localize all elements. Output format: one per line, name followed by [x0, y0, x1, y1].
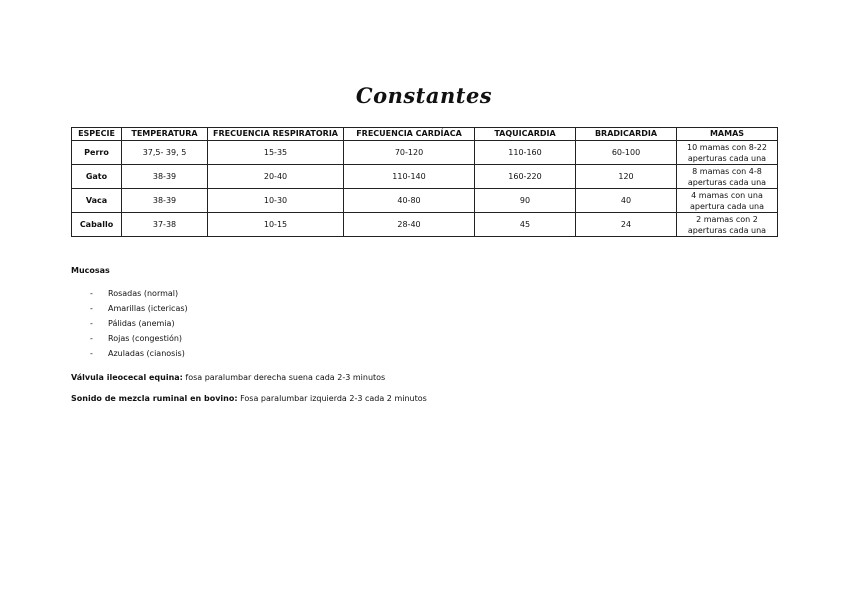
- dash-bullet: -: [90, 289, 93, 298]
- cell-heart-rate: 28-40: [344, 213, 475, 237]
- cell-heart-rate: 70-120: [344, 141, 475, 165]
- cell-mamas: 8 mamas con 4-8 aperturas cada una: [677, 165, 778, 189]
- header-especie: ESPECIE: [72, 128, 122, 141]
- note-sonido-ruminal: [71, 394, 427, 403]
- page-title: Constantes: [355, 83, 493, 108]
- list-item-label: Pálidas (anemia): [108, 319, 175, 328]
- header-frecuencia-respiratoria: FRECUENCIA RESPIRATORIA: [208, 128, 344, 141]
- vital-signs-table: [71, 127, 778, 237]
- table-row: [72, 213, 778, 237]
- list-item-label: Rojas (congestión): [108, 334, 183, 343]
- cell-tachycardia: 45: [475, 213, 576, 237]
- list-item-label: Azuladas (cianosis): [108, 349, 185, 358]
- cell-species: Vaca: [72, 189, 122, 213]
- cell-tachycardia: 90: [475, 189, 576, 213]
- note-label: Válvula ileocecal equina:: [71, 373, 183, 382]
- note-label: Sonido de mezcla ruminal en bovino:: [71, 394, 238, 403]
- list-item: [90, 318, 188, 333]
- dash-bullet: -: [90, 349, 93, 358]
- cell-temperature: 38-39: [122, 189, 208, 213]
- cell-tachycardia: 110-160: [475, 141, 576, 165]
- mucosas-list: [90, 288, 188, 363]
- cell-bradycardia: 120: [576, 165, 677, 189]
- cell-tachycardia: 160-220: [475, 165, 576, 189]
- cell-respiratory-rate: 10-15: [208, 213, 344, 237]
- note-text: Fosa paralumbar izquierda 2-3 cada 2 minutos: [237, 394, 427, 403]
- list-item: [90, 333, 188, 348]
- cell-heart-rate: 110-140: [344, 165, 475, 189]
- cell-species: Caballo: [72, 213, 122, 237]
- cell-heart-rate: 40-80: [344, 189, 475, 213]
- cell-mamas: 10 mamas con 8-22 aperturas cada una: [677, 141, 778, 165]
- header-taquicardia: TAQUICARDIA: [475, 128, 576, 141]
- cell-bradycardia: 24: [576, 213, 677, 237]
- header-temperatura: TEMPERATURA: [122, 128, 208, 141]
- cell-bradycardia: 60-100: [576, 141, 677, 165]
- cell-respiratory-rate: 10-30: [208, 189, 344, 213]
- table-row: [72, 165, 778, 189]
- header-bradicardia: BRADICARDIA: [576, 128, 677, 141]
- dash-bullet: -: [90, 319, 93, 328]
- cell-species: Perro: [72, 141, 122, 165]
- cell-mamas: 4 mamas con una apertura cada una: [677, 189, 778, 213]
- dash-bullet: -: [90, 334, 93, 343]
- list-item: [90, 348, 188, 363]
- cell-temperature: 37-38: [122, 213, 208, 237]
- cell-species: Gato: [72, 165, 122, 189]
- table-row: [72, 141, 778, 165]
- list-item: [90, 288, 188, 303]
- cell-mamas: 2 mamas con 2 aperturas cada una: [677, 213, 778, 237]
- mucosas-heading: Mucosas: [71, 266, 110, 275]
- header-frecuencia-cardiaca: FRECUENCIA CARDÍACA: [344, 128, 475, 141]
- list-item-label: Rosadas (normal): [108, 289, 179, 298]
- cell-respiratory-rate: 20-40: [208, 165, 344, 189]
- header-mamas: MAMAS: [677, 128, 778, 141]
- note-valvula-ileocecal: [71, 373, 385, 382]
- cell-temperature: 38-39: [122, 165, 208, 189]
- cell-temperature: 37,5- 39, 5: [122, 141, 208, 165]
- cell-bradycardia: 40: [576, 189, 677, 213]
- table-row: [72, 189, 778, 213]
- cell-respiratory-rate: 15-35: [208, 141, 344, 165]
- note-text: fosa paralumbar derecha suena cada 2-3 minutos: [182, 373, 386, 382]
- table-header-row: [72, 128, 778, 141]
- list-item-label: Amarillas (ictericas): [108, 304, 188, 313]
- dash-bullet: -: [90, 304, 93, 313]
- list-item: [90, 303, 188, 318]
